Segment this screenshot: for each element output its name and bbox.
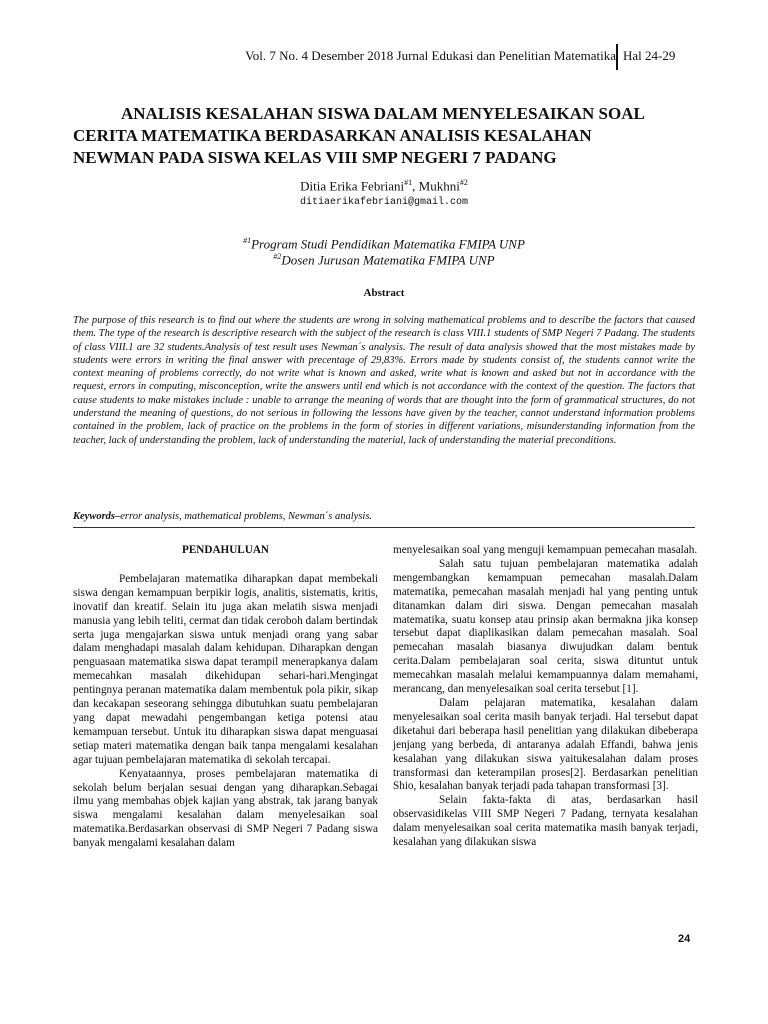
keywords (73, 511, 695, 522)
affiliation-1-sup: #1 (243, 236, 252, 245)
keywords-rule (73, 527, 695, 528)
author-separator: , (412, 178, 419, 194)
keywords-label: Keywords (73, 511, 115, 522)
author-2: Mukhni (418, 178, 460, 194)
affiliation-2-text: Dosen Jurusan Matematika FMIPA UNP (281, 252, 495, 268)
abstract-heading: Abstract (363, 287, 405, 299)
paragraph: Salah satu tujuan pembelajaran matematika adalah mengembangkan kemampuan pemecahan masalah.Dalam matematika, pemecahan masalah menjadi hal yang penting untuk ditanamkan dalam diri siswa. Dengan pemecahan masalah matematika, suatu konsep atau prinsip akan bermakna jika konsep tersebut dapat diaplikasikan dalam pemecahan masalah. Soal pemecahan masalah biasanya diwujudkan dalam bentuk cerita.Dalam pembelajaran soal cerita, siswa dituntut untuk memecahkan masalah melalui kemampuannya dalam memahami, merancang, dan menyelesaikan soal cerita tersebut [1]. (393, 557, 698, 696)
page-number: 24 (678, 933, 691, 945)
section-heading: PENDAHULUAN (181, 544, 269, 556)
left-column (73, 544, 378, 851)
abstract-text: The purpose of this research is to find out where the students are wrong in solving mathematical problems and to describe the factors that caused them. The type of the research is descriptive research with the subject of the research is class VIII.1 students of SMP Negeri 7 Padang. The students of class VIII.1 are 32 students.Analysis of test result uses Newman´s analysis. The result of data analysis showed that the most mistakes made by students were errors in writing the final answer with precentage of 29,83%. Errors made by students consist of, the students cannot write the context meaning of problems correctly, do not write what is known and asked, write what is known and asked but not in accordance with the request, errors in computing, misconception, write the answers until end which is not accordance with the context of the question. The factors that cause students to make mistakes include : unable to arrange the meaning of words that are thought into the form of grammatical structures, do not understand the meaning of questions, do not serious in following the lessons have given by the teacher, cannot understand information problems contained in the problem, lack of practice on the problems in the form of stories in different variations, misunderstanding information from the teacher, lack of understanding the problem, lack of understanding the material, lack of understanding the material preconditions. (73, 315, 695, 446)
header-divider (616, 44, 618, 70)
page-range: Hal 24-29 (623, 48, 676, 63)
running-header (0, 44, 768, 70)
journal-info: Vol. 7 No. 4 Desember 2018 Jurnal Edukasi dan Penelitian Matematika (245, 48, 616, 63)
title-line-2: CERITA MATEMATIKA BERDASARKAN ANALISIS KESALAHAN (73, 126, 592, 145)
author-1: Ditia Erika Febriani (300, 178, 405, 194)
author-email: ditiaerikafebriani@gmail.com (299, 197, 469, 208)
title-line-1: ANALISIS KESALAHAN SISWA DALAM MENYELESAIKAN SOAL (121, 104, 645, 123)
affiliation-1 (0, 236, 768, 252)
author-2-sup: #2 (459, 178, 468, 187)
paper-title (73, 103, 695, 169)
paragraph: Dalam pelajaran matematika, kesalahan dalam menyelesaikan soal cerita masih banyak terjadi. Hal tersebut dapat diketahui dari beberapa hasil penelitian yang dilakukan dibeberapa jenjang yang berbeda, di antaranya adalah Effandi, bahwa jenis kesalahan yang dilakukan siswa yaitukesalahan dalam proses transformasi dan keterampilan proses[2]. Berdasarkan penelitian Shio, kesalahan banyak terjadi pada tahapan transformasi [3]. (393, 696, 698, 793)
affiliation-2-sup: #2 (273, 252, 282, 261)
affiliation-2 (0, 252, 768, 268)
keywords-text: error analysis, mathematical problems, Newman´s analysis. (120, 511, 373, 522)
author-line (0, 178, 768, 194)
keywords-dash: – (115, 511, 121, 522)
affiliation-1-text: Program Studi Pendidikan Matematika FMIPA UNP (251, 236, 525, 252)
author-1-sup: #1 (404, 178, 413, 187)
title-line-3: NEWMAN PADA SISWA KELAS VIII SMP NEGERI 7 PADANG (73, 148, 557, 167)
right-column (393, 544, 698, 850)
paragraph: menyelesaikan soal yang menguji kemampuan pemecahan masalah. (393, 544, 698, 556)
paragraph: Selain fakta-fakta di atas, berdasarkan hasil observasidikelas VIII SMP Negeri 7 Padang, ternyata kesalahan dalam menyelesaikan soal cerita matematika masih banyak terjadi, kesalahan yang dilakukan siswa (393, 794, 698, 849)
paragraph: Kenyataannya, proses pembelajaran matematika di sekolah belum berjalan sesuai dengan yang diharapkan.Sebagai ilmu yang membahas objek kajian yang abstrak, tak jarang banyak siswa mengalami kesalahan dalam menyelesaikan soal matematika.Berdasarkan observasi di SMP Negeri 7 Padang siswa banyak mengalami kesalahan dalam (73, 767, 378, 850)
paragraph: Pembelajaran matematika diharapkan dapat membekali siswa dengan kemampuan berpikir logis, analitis, sistematis, kritis, inovatif dan kreatif. Selain itu juga akan melatih siswa menjadi manusia yang lebih teliti, cermat dan tidak ceroboh dalam bertindak serta juga mengajarkan siswa untuk menjadi orang yang sabar dalam menghadapi masalah dalam kehidupan. Diharapkan dengan penguasaan matematika siswa dapat terampil menerapkanya dalam memecahkan masalah dikehidupan sehari-hari.Mengingat pentingnya peranan matematika dalam membentuk pola pikir, sikap dan kecakapan seseorang sehingga dibutuhkan suatu pembelajaran yang dapat mewadahi pengembangan ketiga potensi atau kemampuan tersebut. Untuk itu diharapkan siswa dapat menguasai setiap materi matematika dengan baik tanpa mengalami kesalahan agar tujuan pembelajaran matematika di sekolah tercapai. (73, 572, 378, 766)
